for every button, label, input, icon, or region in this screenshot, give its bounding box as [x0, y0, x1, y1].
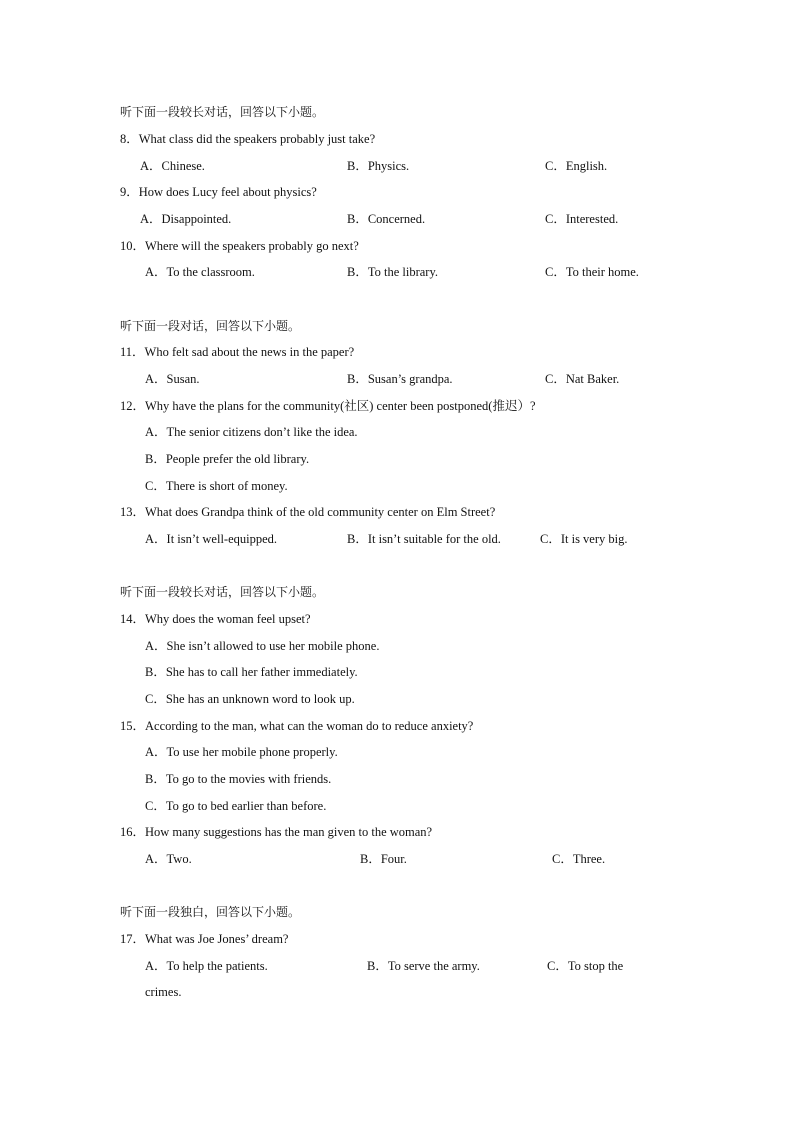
option-a: A．It isn’t well-equipped. — [145, 532, 278, 546]
option-a: A．To help the patients. — [145, 959, 268, 973]
option-c: C．Nat Baker. — [545, 372, 620, 386]
option-b: B．It isn’t suitable for the old. — [347, 532, 501, 546]
section-heading: 听下面一段较长对话，回答以下小题。 — [120, 105, 325, 119]
option-b: B．To serve the army. — [367, 959, 480, 973]
option-c: C．Three. — [552, 852, 606, 866]
question-stem: 8．What class did the speakers probably just take? — [120, 132, 376, 146]
option-b: B．Concerned. — [347, 212, 426, 226]
question-stem: 16．How many suggestions has the man given to the woman? — [120, 825, 433, 839]
option-c: C．English. — [545, 159, 608, 173]
section-heading: 听下面一段较长对话，回答以下小题。 — [120, 585, 325, 599]
option-c: C．To stop the — [547, 959, 624, 973]
option-b: B．She has to call her father immediately. — [145, 665, 358, 679]
option-c: C．There is short of money. — [145, 479, 288, 493]
option-a: A．To use her mobile phone properly. — [145, 745, 338, 759]
option-b: B．People prefer the old library. — [145, 452, 310, 466]
option-a: A．The senior citizens don’t like the idea. — [145, 425, 358, 439]
option-c: C．She has an unknown word to look up. — [145, 692, 355, 706]
question-stem: 13．What does Grandpa think of the old community center on Elm Street? — [120, 505, 496, 519]
question-stem: 12．Why have the plans for the community(社区) center been postponed(推迟）? — [120, 399, 536, 413]
option-a: A．Susan. — [145, 372, 200, 386]
section-heading: 听下面一段对话，回答以下小题。 — [120, 319, 301, 333]
question-stem: 11．Who felt sad about the news in the paper? — [120, 345, 355, 359]
option-a: A．Disappointed. — [140, 212, 232, 226]
option-a: A．To the classroom. — [145, 265, 255, 279]
option-c-continuation: crimes. — [145, 985, 182, 999]
option-c: C．To go to bed earlier than before. — [145, 799, 327, 813]
question-stem: 9．How does Lucy feel about physics? — [120, 185, 317, 199]
option-b: B．To go to the movies with friends. — [145, 772, 332, 786]
option-b: B．Four. — [360, 852, 407, 866]
question-stem: 10．Where will the speakers probably go next? — [120, 239, 359, 253]
section-heading: 听下面一段独白，回答以下小题。 — [120, 905, 301, 919]
option-b: B．Susan’s grandpa. — [347, 372, 453, 386]
option-c: C．Interested. — [545, 212, 619, 226]
option-a: A．She isn’t allowed to use her mobile phone. — [145, 639, 380, 653]
option-a: A．Two. — [145, 852, 192, 866]
question-stem: 15．According to the man, what can the woman do to reduce anxiety? — [120, 719, 474, 733]
question-stem: 14．Why does the woman feel upset? — [120, 612, 311, 626]
option-a: A．Chinese. — [140, 159, 205, 173]
question-stem: 17．What was Joe Jones’ dream? — [120, 932, 289, 946]
option-c: C．It is very big. — [540, 532, 628, 546]
option-b: B．To the library. — [347, 265, 439, 279]
option-c: C．To their home. — [545, 265, 639, 279]
option-b: B．Physics. — [347, 159, 410, 173]
